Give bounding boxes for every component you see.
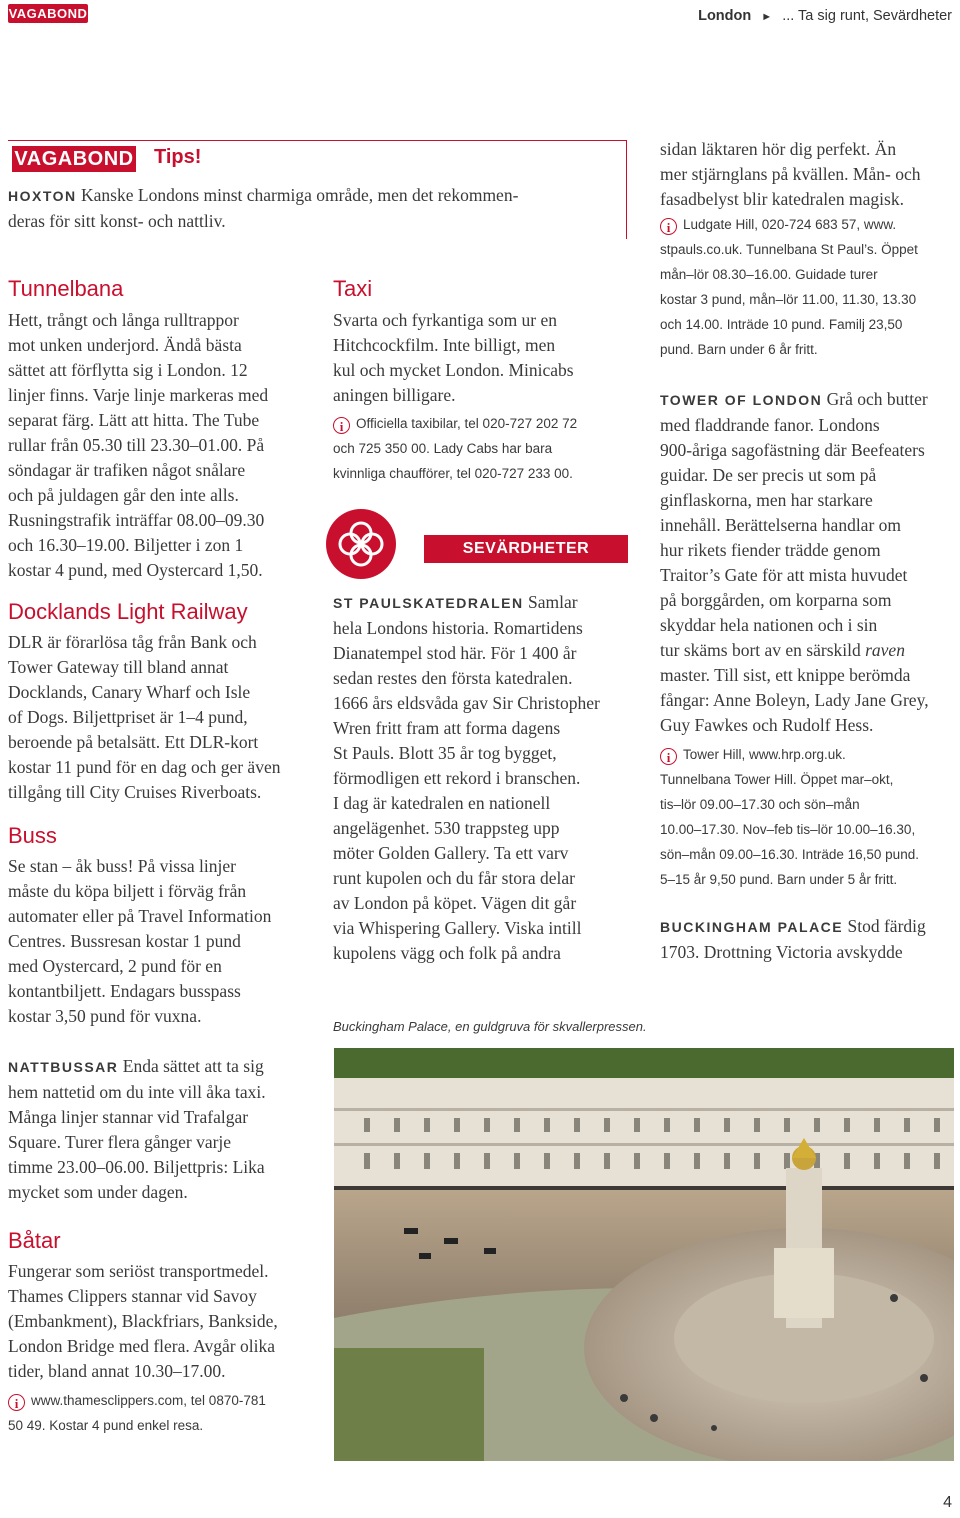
text-line: I dag är katedralen en nationell xyxy=(333,793,551,813)
text-line: DLR är förarlösa tåg från Bank och xyxy=(8,632,257,652)
text-line: Många linjer stannar vid Trafalgar xyxy=(8,1107,249,1127)
photo-caption: Buckingham Palace, en guldgruva för skvallerpressen. xyxy=(333,1019,647,1034)
text-line: möter Golden Gallery. Ta ett varv xyxy=(333,843,569,863)
text-line: Dianatempel stod här. För 1 400 år xyxy=(333,643,577,663)
info-icon: i xyxy=(8,1394,25,1411)
text-line: guidar. De ser precis ut som på xyxy=(660,465,877,485)
text-line: kostar 4 pund, med Oystercard 1,50. xyxy=(8,560,263,580)
text-line: master. Till sist, ett knippe berömda xyxy=(660,665,911,685)
info-line: kostar 3 pund, mån–lör 11.00, 11.30, 13.30 xyxy=(660,292,917,307)
info-line: mån–lör 08.30–16.00. Guidade turer xyxy=(660,267,878,282)
text-line: 900-åriga sagofästning där Beefeaters xyxy=(660,440,925,460)
taxi-info xyxy=(333,411,633,486)
text-line: via Whispering Gallery. Viska intill xyxy=(333,918,582,938)
text-line: ginflaskorna, men har starkare xyxy=(660,490,873,510)
text-line: runt kupolen och du får stora delar xyxy=(333,868,576,888)
text-line: Wren fritt fram att forma dagens xyxy=(333,718,561,738)
breadcrumb xyxy=(698,8,952,24)
text-line: Svarta och fyrkantiga som ur en xyxy=(333,310,558,330)
heading-batar: Båtar xyxy=(8,1228,61,1253)
taxi-text xyxy=(333,308,633,408)
text-line: Enda sättet att ta sig xyxy=(122,1056,264,1076)
text-line: tur skäms bort av en särskild xyxy=(660,640,861,660)
info-line[interactable]: www.thamesclippers.com, tel 0870-781 xyxy=(31,1393,266,1408)
text-line: kostar 3,50 pund för vuxna. xyxy=(8,1006,202,1026)
page-number: 4 xyxy=(943,1494,952,1511)
text-line: mer stjärnglans på kvällen. Mån- och xyxy=(660,164,921,184)
text-line: på borggården, om korparna som xyxy=(660,590,892,610)
column-3 xyxy=(660,137,960,965)
tower-text xyxy=(660,387,960,738)
batar-text xyxy=(8,1259,318,1384)
tunnelbana-text xyxy=(8,308,318,583)
stpauls-keyword: ST PAULSKATEDRALEN xyxy=(333,595,524,611)
text-line: beroende på betalsätt. Ett DLR-kort xyxy=(8,732,259,752)
info-icon: i xyxy=(333,417,350,434)
text-line: London Bridge med flera. Avgår olika xyxy=(8,1336,275,1356)
dlr-text xyxy=(8,630,318,805)
text-line: måste du köpa biljett i förväg från xyxy=(8,881,247,901)
text-line: Thames Clippers stannar vid Savoy xyxy=(8,1286,257,1306)
heading-dlr: Docklands Light Railway xyxy=(8,599,248,624)
text-line: Centres. Bussresan kostar 1 pund xyxy=(8,931,241,951)
info-line[interactable]: Tower Hill, www.hrp.org.uk. xyxy=(683,747,846,762)
text-line: hur rikets fiender trädde genom xyxy=(660,540,881,560)
text-line: of Dogs. Biljettpriset är 1–4 pund, xyxy=(8,707,248,727)
heading-buss: Buss xyxy=(8,823,57,848)
text-line: kostar 11 pund för en dag och ger även xyxy=(8,757,281,777)
text-line: Samlar xyxy=(527,592,578,612)
tower-info xyxy=(660,742,960,892)
text-line: Rusningstrafik inträffar 08.00–09.30 xyxy=(8,510,265,530)
text-line: förmodligen ett rekord i branschen. xyxy=(333,768,581,788)
text-line: kontantbiljett. Endagars busspass xyxy=(8,981,241,1001)
stpauls-text xyxy=(333,590,633,966)
text-line: aningen billigare. xyxy=(333,385,456,405)
nattbussar-text xyxy=(8,1054,318,1205)
text-line: Hitchcockfilm. Inte billigt, men xyxy=(333,335,556,355)
info-line: Officiella taxibilar, tel 020-727 202 72 xyxy=(356,416,578,431)
text-line: 1703. Drottning Victoria avskydde xyxy=(660,942,903,962)
text-line: (Embankment), Blackfriars, Bankside, xyxy=(8,1311,278,1331)
text-line: automater eller på Travel Information xyxy=(8,906,272,926)
text-line: Fungerar som seriöst transportmedel. xyxy=(8,1261,269,1281)
tips-text xyxy=(8,183,618,234)
info-line: Ludgate Hill, 020-724 683 57, www. xyxy=(683,217,897,232)
text-line: Docklands, Canary Wharf och Isle xyxy=(8,682,251,702)
text-line: tider, bland annat 10.30–17.00. xyxy=(8,1361,226,1381)
text-line: linjer finns. Varje linje markeras med xyxy=(8,385,269,405)
heading-tunnelbana: Tunnelbana xyxy=(8,276,124,301)
text-line: hem nattetid om du inte vill åka taxi. xyxy=(8,1082,266,1102)
info-line: kvinnliga chaufförer, tel 020-727 233 00. xyxy=(333,466,573,481)
text-line: Stod färdig xyxy=(847,916,926,936)
text-line: angelägenhet. 530 trappsteg upp xyxy=(333,818,560,838)
text-line: tillgång till City Cruises Riverboats. xyxy=(8,782,262,802)
info-line: och 14.00. Inträde 10 pund. Familj 23,50 xyxy=(660,317,903,332)
sevardheter-emblem-icon xyxy=(325,508,397,580)
text-line: sättet att förflytta sig i London. 12 xyxy=(8,360,248,380)
text-line: St Pauls. Blott 35 år tog bygget, xyxy=(333,743,557,763)
text-line: med Oystercard, 2 pund för en xyxy=(8,956,222,976)
text-line: sedan restes den första katedralen. xyxy=(333,668,573,688)
italic-word: raven xyxy=(865,640,905,660)
text-line: timme 23.00–06.00. Biljettpris: Lika xyxy=(8,1157,265,1177)
tips-label: Tips! xyxy=(154,146,202,168)
tips-line: deras för sitt konst- och nattliv. xyxy=(8,211,226,231)
text-line: fasadbelyst blir katedralen magisk. xyxy=(660,189,904,209)
sevardheter-band: SEVÄRDHETER xyxy=(424,535,628,563)
heading-taxi: Taxi xyxy=(333,276,373,301)
info-line: 50 49. Kostar 4 pund enkel resa. xyxy=(8,1418,204,1433)
text-line: Traitor’s Gate för att mista huvudet xyxy=(660,565,908,585)
text-line: av London på köpet. Vägen dit går xyxy=(333,893,577,913)
buss-text xyxy=(8,854,318,1029)
text-line: fångar: Anne Boleyn, Lady Jane Grey, xyxy=(660,690,929,710)
column-1 xyxy=(8,275,318,1438)
info-icon: i xyxy=(660,218,677,235)
info-line: 10.00–17.30. Nov–feb tis–lör 10.00–16.30, xyxy=(660,822,916,837)
text-line: Grå och butter xyxy=(826,389,928,409)
text-line: sidan läktaren hör dig perfekt. Än xyxy=(660,139,897,159)
breadcrumb-arrow-icon: ► xyxy=(761,11,773,23)
tips-line: Kanske Londons minst charmiga område, men det rekommen- xyxy=(81,185,519,205)
column-2 xyxy=(333,275,633,486)
text-line: mot unken underjord. Ändå bästa xyxy=(8,335,242,355)
info-line: Tunnelbana Tower Hill. Öppet mar–okt, xyxy=(660,772,894,787)
info-line: sön–mån 09.00–16.30. Inträde 16,50 pund. xyxy=(660,847,919,862)
text-line: söndagar är trafiken något snålare xyxy=(8,460,246,480)
info-line: tis–lör 09.00–17.30 och sön–mån xyxy=(660,797,860,812)
buckingham-text xyxy=(660,914,960,965)
nattbussar-keyword: NATTBUSSAR xyxy=(8,1059,119,1075)
tips-vagabond-logo: VAGABOND xyxy=(12,146,136,172)
text-line: och på juldagen går den inte alls. xyxy=(8,485,239,505)
info-line[interactable]: stpauls.co.uk. Tunnelbana St Paul’s. Öppet xyxy=(660,242,918,257)
batar-info xyxy=(8,1388,318,1438)
text-line: Hett, trångt och långa rulltrappor xyxy=(8,310,239,330)
text-line: Square. Turer flera gånger varje xyxy=(8,1132,232,1152)
vagabond-logo: VAGABOND xyxy=(8,6,88,21)
breadcrumb-city[interactable]: London xyxy=(698,8,752,24)
text-line: 1666 års eldsvåda gav Sir Christopher xyxy=(333,693,600,713)
buckingham-palace-photo xyxy=(334,1048,954,1461)
text-line: kupolens vägg och folk på andra xyxy=(333,943,561,963)
text-line: hela Londons historia. Romartidens xyxy=(333,618,583,638)
text-line: mycket som under dagen. xyxy=(8,1182,188,1202)
tips-keyword: HOXTON xyxy=(8,188,77,204)
stpauls-info xyxy=(660,212,960,362)
text-line: Tower Gateway till bland annat xyxy=(8,657,229,677)
info-icon: i xyxy=(660,748,677,765)
text-line: skyddar hela nationen och i sin xyxy=(660,615,878,635)
text-line: innehåll. Berättelserna handlar om xyxy=(660,515,902,535)
info-line: pund. Barn under 6 år fritt. xyxy=(660,342,818,357)
text-line: rullar från 05.30 till 23.30–01.00. På xyxy=(8,435,265,455)
text-line: med fladdrande fanor. Londons xyxy=(660,415,880,435)
breadcrumb-section: ... Ta sig runt, Sevärdheter xyxy=(782,8,952,24)
buckingham-keyword: BUCKINGHAM PALACE xyxy=(660,919,844,935)
text-line: kul och mycket London. Minicabs xyxy=(333,360,574,380)
text-line: separat färg. Lätt att hitta. The Tube xyxy=(8,410,260,430)
info-line: 5–15 år 9,50 pund. Barn under 5 år fritt. xyxy=(660,872,898,887)
text-line: och 16.30–19.00. Biljetter i zon 1 xyxy=(8,535,244,555)
tower-keyword: TOWER OF LONDON xyxy=(660,392,823,408)
info-line: och 725 350 00. Lady Cabs har bara xyxy=(333,441,553,456)
text-line: Guy Fawkes och Rudolf Hess. xyxy=(660,715,874,735)
text-line: Se stan – åk buss! På vissa linjer xyxy=(8,856,236,876)
